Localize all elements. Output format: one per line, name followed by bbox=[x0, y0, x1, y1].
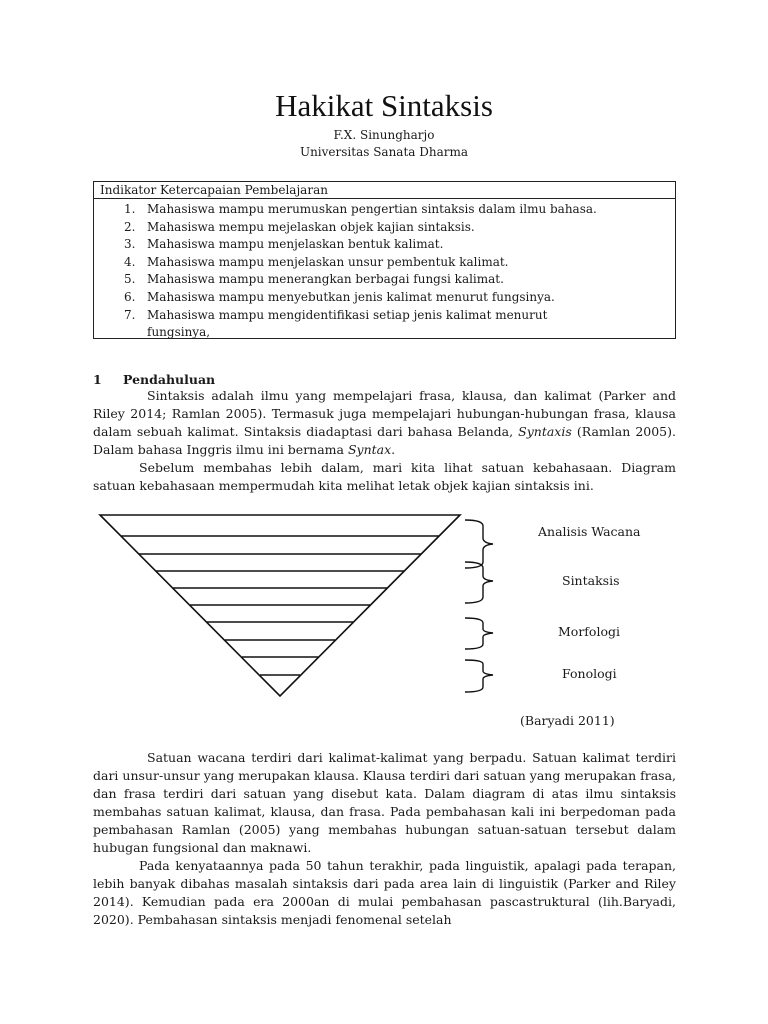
author-affiliation: Universitas Sanata Dharma bbox=[299, 145, 469, 159]
italic-term-syntaxis: Syntaxis bbox=[518, 424, 572, 439]
bracket-analisis-wacana bbox=[465, 520, 493, 568]
language-units-diagram bbox=[95, 510, 525, 706]
author-name: F.X. Sinungharjo bbox=[333, 128, 435, 142]
indicator-number: 1. bbox=[124, 202, 136, 216]
indicator-text: Mahasiswa mampu menyebutkan jenis kalimat menurut fungsinya. bbox=[147, 289, 555, 304]
indicator-item bbox=[94, 219, 675, 237]
indicator-text: Mahasiswa mampu mengidentifikasi setiap jenis kalimat menurut bbox=[147, 307, 548, 322]
paragraph-text: Sebelum membahas lebih dalam, mari kita lihat satuan kebahasaan. Diagram satuan kebahasaan mempermudah kita melihat letak objek kajian sintaksis ini. bbox=[93, 460, 676, 493]
label-sintaksis: Sintaksis bbox=[562, 573, 620, 588]
label-morfologi: Morfologi bbox=[558, 624, 620, 639]
intro-paragraph bbox=[93, 387, 676, 459]
indicator-text: Mahasiswa mampu menjelaskan unsur pembentuk kalimat. bbox=[147, 254, 509, 269]
paragraph-text: Pada kenyataannya pada 50 tahun terakhir, pada linguistik, apalagi pada terapan, lebih banyak dibahas masalah sintaksis dari pada area lain di linguistik (Parker and Riley 2014). Kemudian pada era 2000an di mulai pembahasan pascastruktural (lih.Baryadi, 2020). Pembahasan sintaksis menjadi fenomenal setelah bbox=[93, 858, 676, 927]
indicator-text-continued: fungsinya, bbox=[147, 325, 211, 340]
indicator-list bbox=[94, 201, 675, 342]
section-heading bbox=[93, 372, 215, 387]
indicator-text: Mahasiswa mampu merumuskan pengertian sintaksis dalam ilmu bahasa. bbox=[147, 202, 597, 216]
body-paragraph bbox=[93, 749, 676, 857]
document-title: Hakikat Sintaksis bbox=[275, 88, 493, 123]
indicator-number: 5. bbox=[124, 272, 136, 287]
bracket-fonologi bbox=[465, 660, 493, 692]
italic-term-syntax: Syntax bbox=[347, 442, 392, 457]
diagram-intro-paragraph bbox=[93, 459, 676, 495]
indicator-number: 3. bbox=[124, 237, 136, 252]
indicator-item bbox=[94, 271, 675, 289]
inverted-triangle bbox=[100, 515, 460, 696]
body-paragraph bbox=[93, 857, 676, 929]
indicator-text: Mahasiswa mampu menjelaskan bentuk kalimat. bbox=[147, 237, 444, 252]
label-fonologi: Fonologi bbox=[562, 666, 617, 681]
indicator-item bbox=[94, 254, 675, 272]
indicator-text: Mahasiswa mampu menerangkan berbagai fungsi kalimat. bbox=[147, 272, 504, 287]
indicator-number: 6. bbox=[124, 289, 136, 304]
indicator-item bbox=[94, 307, 675, 342]
indicator-number: 2. bbox=[124, 219, 136, 234]
indicator-number: 4. bbox=[124, 254, 136, 269]
indicator-number: 7. bbox=[124, 307, 136, 322]
section-number: 1 bbox=[93, 372, 102, 387]
indicator-item bbox=[94, 289, 675, 307]
paragraph-text: (Ramlan 2005). Dalam bahasa Inggris ilmu ini bernama bbox=[93, 424, 676, 457]
label-analisis-wacana: Analisis Wacana bbox=[538, 524, 641, 539]
section-title: Pendahuluan bbox=[123, 372, 216, 387]
diagram-brackets bbox=[465, 520, 493, 692]
paragraph-text: Sintaksis adalah ilmu yang mempelajari frasa, klausa, dan kalimat (Parker and Riley 2014; Ramlan 2005). Termasuk juga mempelajari hubungan-hubungan frasa, klausa dalam sebuah kalimat. Sintaksis diadaptasi dari bahasa Belanda, bbox=[93, 388, 676, 439]
learning-indicator-box bbox=[93, 181, 676, 339]
indicator-text: Mahasiswa mempu mejelaskan objek kajian sintaksis. bbox=[147, 219, 475, 234]
paragraph-text: Satuan wacana terdiri dari kalimat-kalimat yang berpadu. Satuan kalimat terdiri dari unsur-unsur yang merupakan klausa. Klausa terdiri dari satuan yang merupakan frasa, dan frasa terdiri dari satuan yang disebut kata. Dalam diagram di atas ilmu sintaksis membahas satuan kalimat, klausa, dan frasa. Pada pembahasan kali ini berpedoman pada pembahasan Ramlan (2005) yang membahas hubungan satuan-satuan tersebut dalam hubugan fungsional dan maknawi. bbox=[93, 750, 676, 855]
bracket-morfologi bbox=[465, 618, 493, 649]
indicator-item bbox=[94, 236, 675, 254]
indicator-box-heading: Indikator Ketercapaian Pembelajaran bbox=[94, 182, 675, 199]
diagram-citation: (Baryadi 2011) bbox=[520, 713, 615, 728]
paragraph-text: . bbox=[391, 442, 396, 457]
indicator-item bbox=[94, 201, 675, 219]
